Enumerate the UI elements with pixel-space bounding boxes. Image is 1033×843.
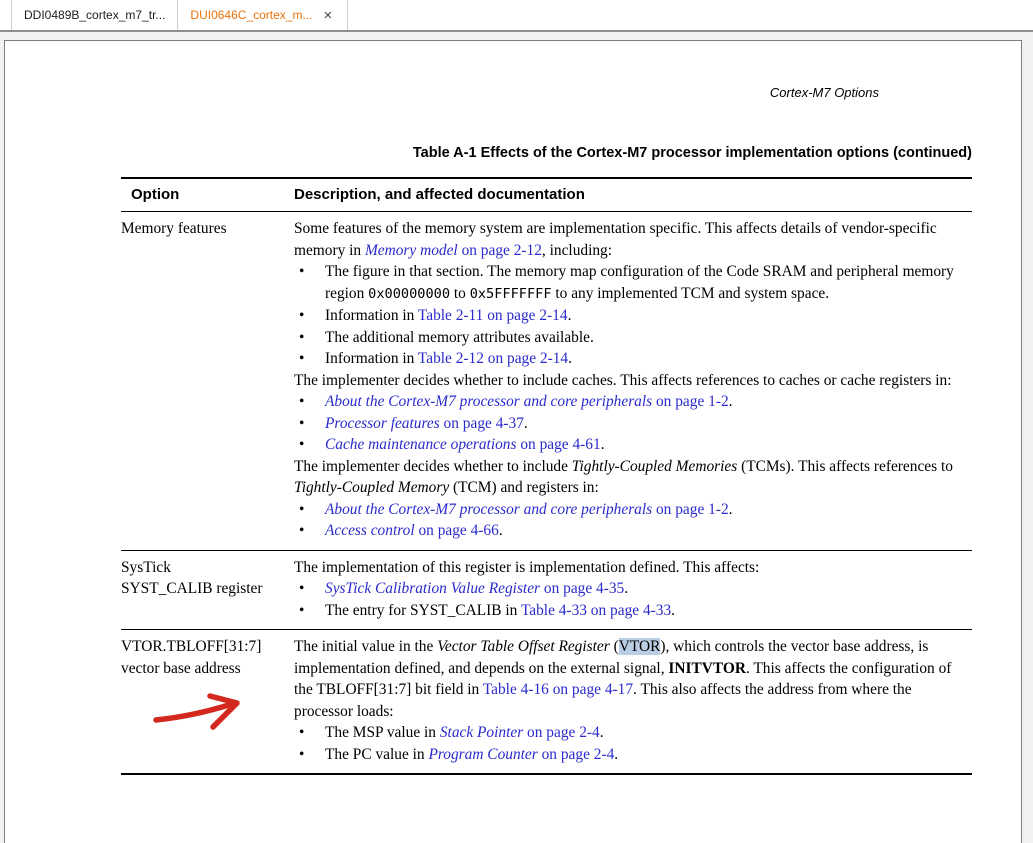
text-run: . (614, 745, 619, 763)
bullet-item (294, 348, 972, 370)
doc-link[interactable]: on page 1-2 (652, 500, 729, 518)
bullet-marker: • (299, 328, 305, 346)
text-run: . (568, 350, 572, 367)
table-row (121, 212, 972, 551)
bullet-item (294, 744, 972, 766)
text-run: The implementation of this register is implementation defined. This affects: (294, 558, 760, 576)
bullet-item (294, 578, 972, 600)
text-run: . (728, 500, 733, 518)
column-header-option: Option (121, 178, 294, 212)
option-label: SYST_CALIB register (121, 580, 263, 597)
text-run: . (728, 393, 733, 410)
text-run: . This affects the configuration of the TBLOFF[31:7] bit field in (294, 659, 952, 698)
text-run: , including: (541, 241, 613, 259)
text-run: The additional memory attributes available. (325, 328, 594, 346)
text-run: Information in (325, 350, 418, 367)
text-run: The entry for SYST_CALIB in (325, 601, 521, 619)
tab-bar (0, 0, 1033, 32)
text-run: . (567, 307, 572, 324)
bullet-marker: • (299, 500, 305, 518)
text-run: to (450, 284, 470, 302)
text-run: . (523, 414, 528, 432)
running-header: Cortex-M7 Options (769, 85, 879, 100)
italic-term: Vector Table Offset Register (437, 638, 610, 655)
bullet-marker: • (299, 601, 305, 619)
doc-link-italic[interactable]: Stack Pointer (439, 724, 524, 741)
bullet-item (294, 499, 972, 521)
text-run: The implementer decides whether to include (294, 457, 572, 475)
viewer-background-strip (0, 32, 1033, 40)
options-table (121, 177, 972, 775)
doc-link-italic[interactable]: Memory model (364, 241, 458, 259)
column-header-description: Description, and affected documentation (294, 178, 972, 212)
option-cell (121, 550, 294, 630)
table-row (121, 550, 972, 630)
option-label: Memory features (121, 220, 227, 237)
doc-link[interactable]: on page 4-37 (439, 414, 524, 432)
bullet-marker: • (299, 350, 305, 367)
description-cell (294, 550, 972, 630)
bullet-marker: • (299, 414, 305, 432)
bullet-marker: • (299, 724, 305, 741)
doc-link[interactable]: on page 1-2 (652, 393, 729, 410)
pdf-page (4, 40, 1022, 843)
text-run: Information in (325, 307, 418, 324)
tab-0[interactable] (11, 0, 178, 30)
bullet-item (294, 413, 972, 435)
paragraph (294, 636, 972, 722)
doc-link[interactable]: Table 4-33 on page 4-33 (520, 601, 672, 619)
table-title: Table A-1 Effects of the Cortex-M7 processor implementation options (continued) (412, 145, 972, 161)
italic-term: Tightly-Coupled Memories (571, 457, 738, 475)
close-tab-icon[interactable]: × (323, 6, 333, 24)
bullet-marker: • (299, 522, 305, 539)
bullet-marker: • (299, 393, 305, 410)
doc-link-italic[interactable]: About the Cortex-M7 processor and core peripherals (325, 500, 653, 518)
option-label: SysTick (121, 558, 171, 576)
text-run: . (600, 436, 605, 453)
bullet-marker: • (299, 580, 305, 597)
text-run: . This also affects the address from where the processor loads: (294, 681, 912, 720)
text-run: The initial value in the (294, 638, 438, 655)
hex-address: 0x5FFFFFFF (469, 285, 552, 302)
doc-link[interactable]: Table 2-12 on page 2-14 (417, 350, 569, 367)
paragraph (294, 456, 972, 499)
signal-name: INITVTOR (668, 659, 746, 677)
text-run: . (624, 580, 629, 597)
bullet-marker: • (299, 263, 305, 280)
doc-link[interactable]: on page 4-66 (414, 522, 499, 539)
bullet-item (294, 434, 972, 456)
bullet-item (294, 327, 972, 349)
text-run: to any implemented TCM and system space. (551, 284, 830, 302)
red-annotation-arrow-icon (152, 692, 264, 738)
text-run: (TCM) and registers in: (449, 479, 599, 496)
doc-link[interactable]: on page 2-12 (457, 241, 542, 259)
text-run: The implementer decides whether to include caches. This affects references to caches or cache registers in: (294, 371, 952, 389)
doc-link-italic[interactable]: Cache maintenance operations (325, 436, 517, 453)
doc-link[interactable]: Table 4-16 on page 4-17 (482, 681, 634, 698)
bullet-item (294, 391, 972, 413)
text-run: . (599, 724, 604, 741)
text-run: (TCMs). This affects references to (737, 457, 953, 475)
text-run: ), which controls the vector base address, is implementation defined, and depends on the external signal, (294, 638, 929, 677)
text-run: . (671, 601, 676, 619)
option-label: vector base address (121, 659, 241, 677)
italic-term: Tightly-Coupled Memory (294, 479, 450, 496)
doc-link[interactable]: on page 4-35 (540, 580, 625, 597)
doc-link[interactable]: Table 2-11 on page 2-14 (417, 307, 568, 324)
option-cell (121, 212, 294, 551)
doc-link-italic[interactable]: Processor features (325, 414, 440, 432)
text-run: Some features of the memory system are implementation specific. This affects details of vendor-specific memory in (294, 220, 937, 259)
bullet-item (294, 722, 972, 744)
doc-link-italic[interactable]: About the Cortex-M7 processor and core peripherals (325, 393, 653, 410)
bullet-marker: • (299, 307, 305, 324)
text-run: The MSP value in (325, 724, 440, 741)
table-row (121, 630, 972, 775)
bullet-item (294, 261, 972, 305)
text-run: . (498, 522, 503, 539)
doc-link-italic[interactable]: SysTick Calibration Value Register (325, 580, 541, 597)
option-cell (121, 630, 294, 775)
search-highlight: VTOR (618, 638, 661, 655)
tab-1[interactable] (177, 0, 348, 30)
doc-link[interactable]: on page 2-4 (523, 724, 600, 741)
doc-link-italic[interactable]: Access control (325, 522, 415, 539)
doc-link[interactable]: on page 2-4 (537, 745, 615, 763)
paragraph (294, 218, 972, 261)
bullet-item (294, 305, 972, 327)
description-cell (294, 630, 972, 775)
bullet-marker: • (299, 745, 305, 763)
text-run: ( (609, 638, 619, 655)
bullet-item (294, 600, 972, 622)
tab-label: DUI0646C_cortex_m... (190, 8, 313, 22)
hex-address: 0x00000000 (368, 285, 451, 302)
doc-link-italic[interactable]: Program Counter (428, 745, 538, 763)
text-run: The PC value in (325, 745, 429, 763)
description-cell (294, 212, 972, 551)
option-label: VTOR.TBLOFF[31:7] (121, 638, 262, 655)
paragraph (294, 557, 972, 579)
text-run: The figure in that section. The memory map configuration of the Code SRAM and peripheral memory region (325, 263, 954, 302)
tab-label: DDI0489B_cortex_m7_tr... (24, 8, 166, 22)
doc-link[interactable]: on page 4-61 (516, 436, 601, 453)
bullet-item (294, 520, 972, 542)
paragraph (294, 370, 972, 392)
bullet-marker: • (299, 436, 305, 453)
